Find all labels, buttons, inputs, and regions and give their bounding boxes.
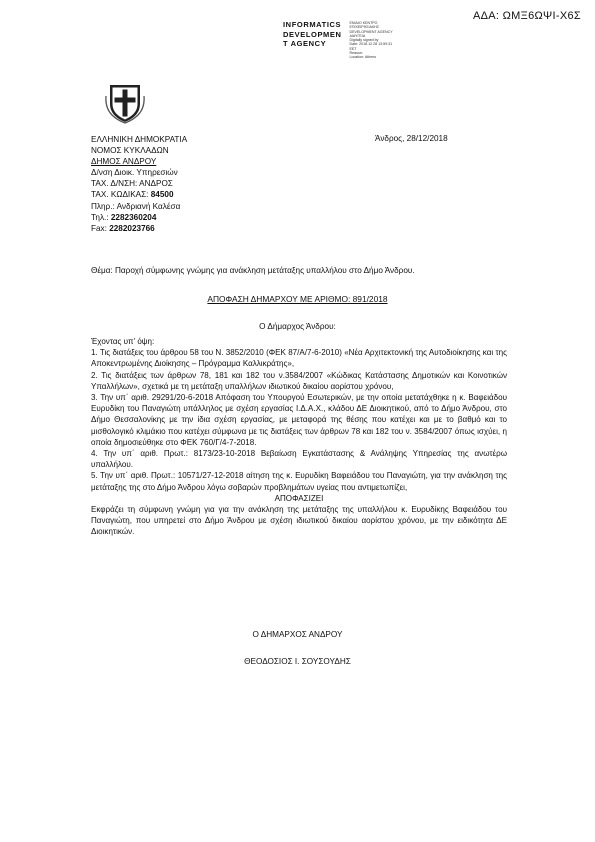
signatory-name: ΘΕΟΔΟΣΙΟΣ Ι. ΣΟΥΣΟΥΔΗΣ bbox=[244, 657, 351, 666]
consideration-item: 2. Τις διατάξεις των άρθρων 78, 181 και 182 του ν.3584/2007 «Κώδικας Κατάστασης Δημοτικών και Κοινοτικών Υπαλλήλων», σχετικά με τη μετάταξη υπαλλήλων ιδιωτικού δικαίου αορίστου χρόνου, bbox=[91, 370, 507, 391]
mayor-heading: Ο Δήμαρχος Άνδρου: bbox=[259, 322, 336, 331]
postcode-line: ΤΑΧ. ΚΩΔΙΚΑΣ: 84500 bbox=[91, 190, 174, 200]
decision-title: ΑΠΟΦΑΣΗ ΔΗΜΑΡΧΟΥ ΜΕ ΑΡΙΘΜΟ: 891/2018 bbox=[207, 294, 388, 304]
document-date: Άνδρος, 28/12/2018 bbox=[375, 134, 448, 143]
contact-person-line: Πληρ.: Ανδριανή Καλέσα bbox=[91, 201, 181, 211]
address-line: ΤΑΧ. Δ/ΝΣΗ: ΑΝΔΡΟΣ bbox=[91, 179, 173, 189]
department-line: Δ/νση Διοικ. Υπηρεσιών bbox=[91, 168, 178, 178]
ida-logo bbox=[283, 20, 393, 60]
country-line: ΕΛΛΗΝΙΚΗ ΔΗΜΟΚΡΑΤΙΑ bbox=[91, 135, 188, 144]
consideration-item: 4. Την υπ΄ αριθ. Πρωτ.: 8173/23-10-2018 Βεβαίωση Εγκατάστασης & Ανάληψης Υπηρεσίας της ανωτέρω υπαλλήλου. bbox=[91, 449, 507, 470]
decision-body bbox=[91, 336, 507, 538]
sender-block bbox=[91, 134, 187, 234]
phone-line: Τηλ.: 2282360204 bbox=[91, 212, 157, 222]
decides-heading: ΑΠΟΦΑΣΙΖΕΙ bbox=[274, 493, 324, 503]
signatory-title: Ο ΔΗΜΑΡΧΟΣ ΑΝΔΡΟΥ bbox=[252, 630, 343, 639]
ida-logo-title: INFORMATICS DEVELOPMEN T AGENCY bbox=[283, 20, 342, 48]
consideration-item: 1. Τις διατάξεις του άρθρου 58 του Ν. 3852/2010 (ΦΕΚ 87/Α/7-6-2010) «Νέα Αρχιτεκτονική της Αυτοδιοίκησης και της Αποκεντρωμένης Διοίκησης – Πρόγραμμα Καλλικράτης», bbox=[91, 348, 507, 369]
intro-line: Έχοντας υπ’ όψη: bbox=[91, 337, 155, 346]
subject-line: Θέμα: Παροχή σύμφωνης γνώμης για ανάκληση μετάταξης υπαλλήλου στο Δήμο Άνδρου. bbox=[91, 266, 415, 275]
conclusion-paragraph: Εκφράζει τη σύμφωνη γνώμη για για την ανάκληση της μετάταξης της υπαλλήλου κ. Ευρυδίκης Βαφειάδου του Παναγιώτη, που υπηρετεί στο Δήμο Άνδρου με σχέση ιδιωτικού δικαίου αορίστου χρόνου, με την ειδικότητα ΔΕ Διοικητικών. bbox=[91, 505, 507, 537]
consideration-item: 3. Την υπ΄ αριθ. 29291/20-6-2018 Απόφαση του Υπουργού Εσωτερικών, με την οποία μετατάχθηκε η κ. Βαφειάδου Ευρυδίκη του Παναγιώτη υπάλληλος με σχέση εργασίας Ι.Δ.Α.Χ., κλάδου ΔΕ Διοικητικού, από το Δήμο Άνδρου, στο Δήμο Θεσσαλονίκης με την ίδια σχέση εργασίας, με μεταφορά της θέσης που κατέχει και με το βαθμό και το μισθολογικό κλιμάκιο που κατέχει σύμφωνα με τις διατάξεις των άρθρων 78 και 182 του ν. 3584/2007 όπως ισχύει, η οποία δημοσιεύθηκε στο ΦΕΚ 760/Γ/4-7-2018. bbox=[91, 393, 507, 447]
greek-coat-of-arms-icon bbox=[104, 82, 146, 124]
municipality-line: ΔΗΜΟΣ ΑΝΔΡΟΥ bbox=[91, 157, 157, 167]
ada-code: ΑΔΑ: ΩΜΞ6ΩΨΙ-Χ6Σ bbox=[473, 10, 581, 22]
prefecture-line: ΝΟΜΟΣ ΚΥΚΛΑΔΩΝ bbox=[91, 146, 169, 156]
ida-logo-signature: ΕΝΙΑΙΟ ΚΕΝΤΡΟ ΕΠΙΧΕΙΡΗΣΙΑΚΗΣ DEVELOPMENT AGENCY ΔΙΑΥΓΕΙΑ Digitally signed by Date: 2018.12.28 13:59:31 EET Reason: Location: Athens bbox=[349, 21, 393, 60]
consideration-item: 5. Την υπ΄ αριθ. Πρωτ.: 10571/27-12-2018 αίτηση της κ. Ευρυδίκη Βαφειάδου του Παναγιώτη, για την ανάκληση της μετάταξης της στο Δήμο Άνδρου λόγω σοβαρών προβλημάτων υγείας που αντιμετωπίζει, bbox=[91, 471, 507, 492]
fax-line: Fax: 2282023766 bbox=[91, 223, 155, 233]
